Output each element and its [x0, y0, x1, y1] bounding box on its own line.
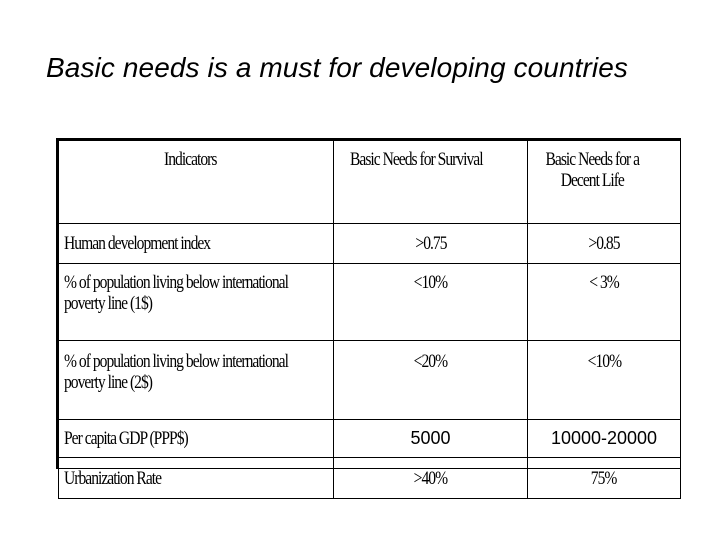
- table-row: [59, 458, 681, 499]
- indicators-table: [58, 140, 681, 499]
- row-survival-value: >40%: [334, 458, 528, 499]
- header-indicators: Indicators: [59, 141, 334, 224]
- table-row: [59, 264, 681, 341]
- table-row: [59, 224, 681, 264]
- row-survival-value: 5000: [334, 420, 528, 458]
- row-decent-value: 10000-20000: [528, 420, 681, 458]
- row-indicator: % of population living below international poverty line (2$): [59, 341, 334, 420]
- table-header-row: [59, 141, 681, 224]
- header-survival: Basic Needs for Survival: [334, 141, 528, 224]
- row-survival-value: <10%: [334, 264, 528, 341]
- row-indicator: Human development index: [59, 224, 334, 264]
- row-decent-value: >0.85: [528, 224, 681, 264]
- header-decent-life: Basic Needs for a Decent Life: [528, 141, 681, 224]
- row-decent-value: 75%: [528, 458, 681, 499]
- row-indicator: Per capita GDP (PPP$): [59, 420, 334, 458]
- row-survival-value: >0.75: [334, 224, 528, 264]
- row-indicator: Urbanization Rate: [59, 458, 334, 499]
- row-decent-value: < 3%: [528, 264, 681, 341]
- basic-needs-table: [56, 138, 681, 489]
- row-decent-value: <10%: [528, 341, 681, 420]
- table-row: [59, 341, 681, 420]
- row-survival-value: <20%: [334, 341, 528, 420]
- row-indicator: % of population living below international poverty line (1$): [59, 264, 334, 341]
- slide-title: Basic needs is a must for developing countries: [46, 52, 629, 83]
- table-row: [59, 420, 681, 458]
